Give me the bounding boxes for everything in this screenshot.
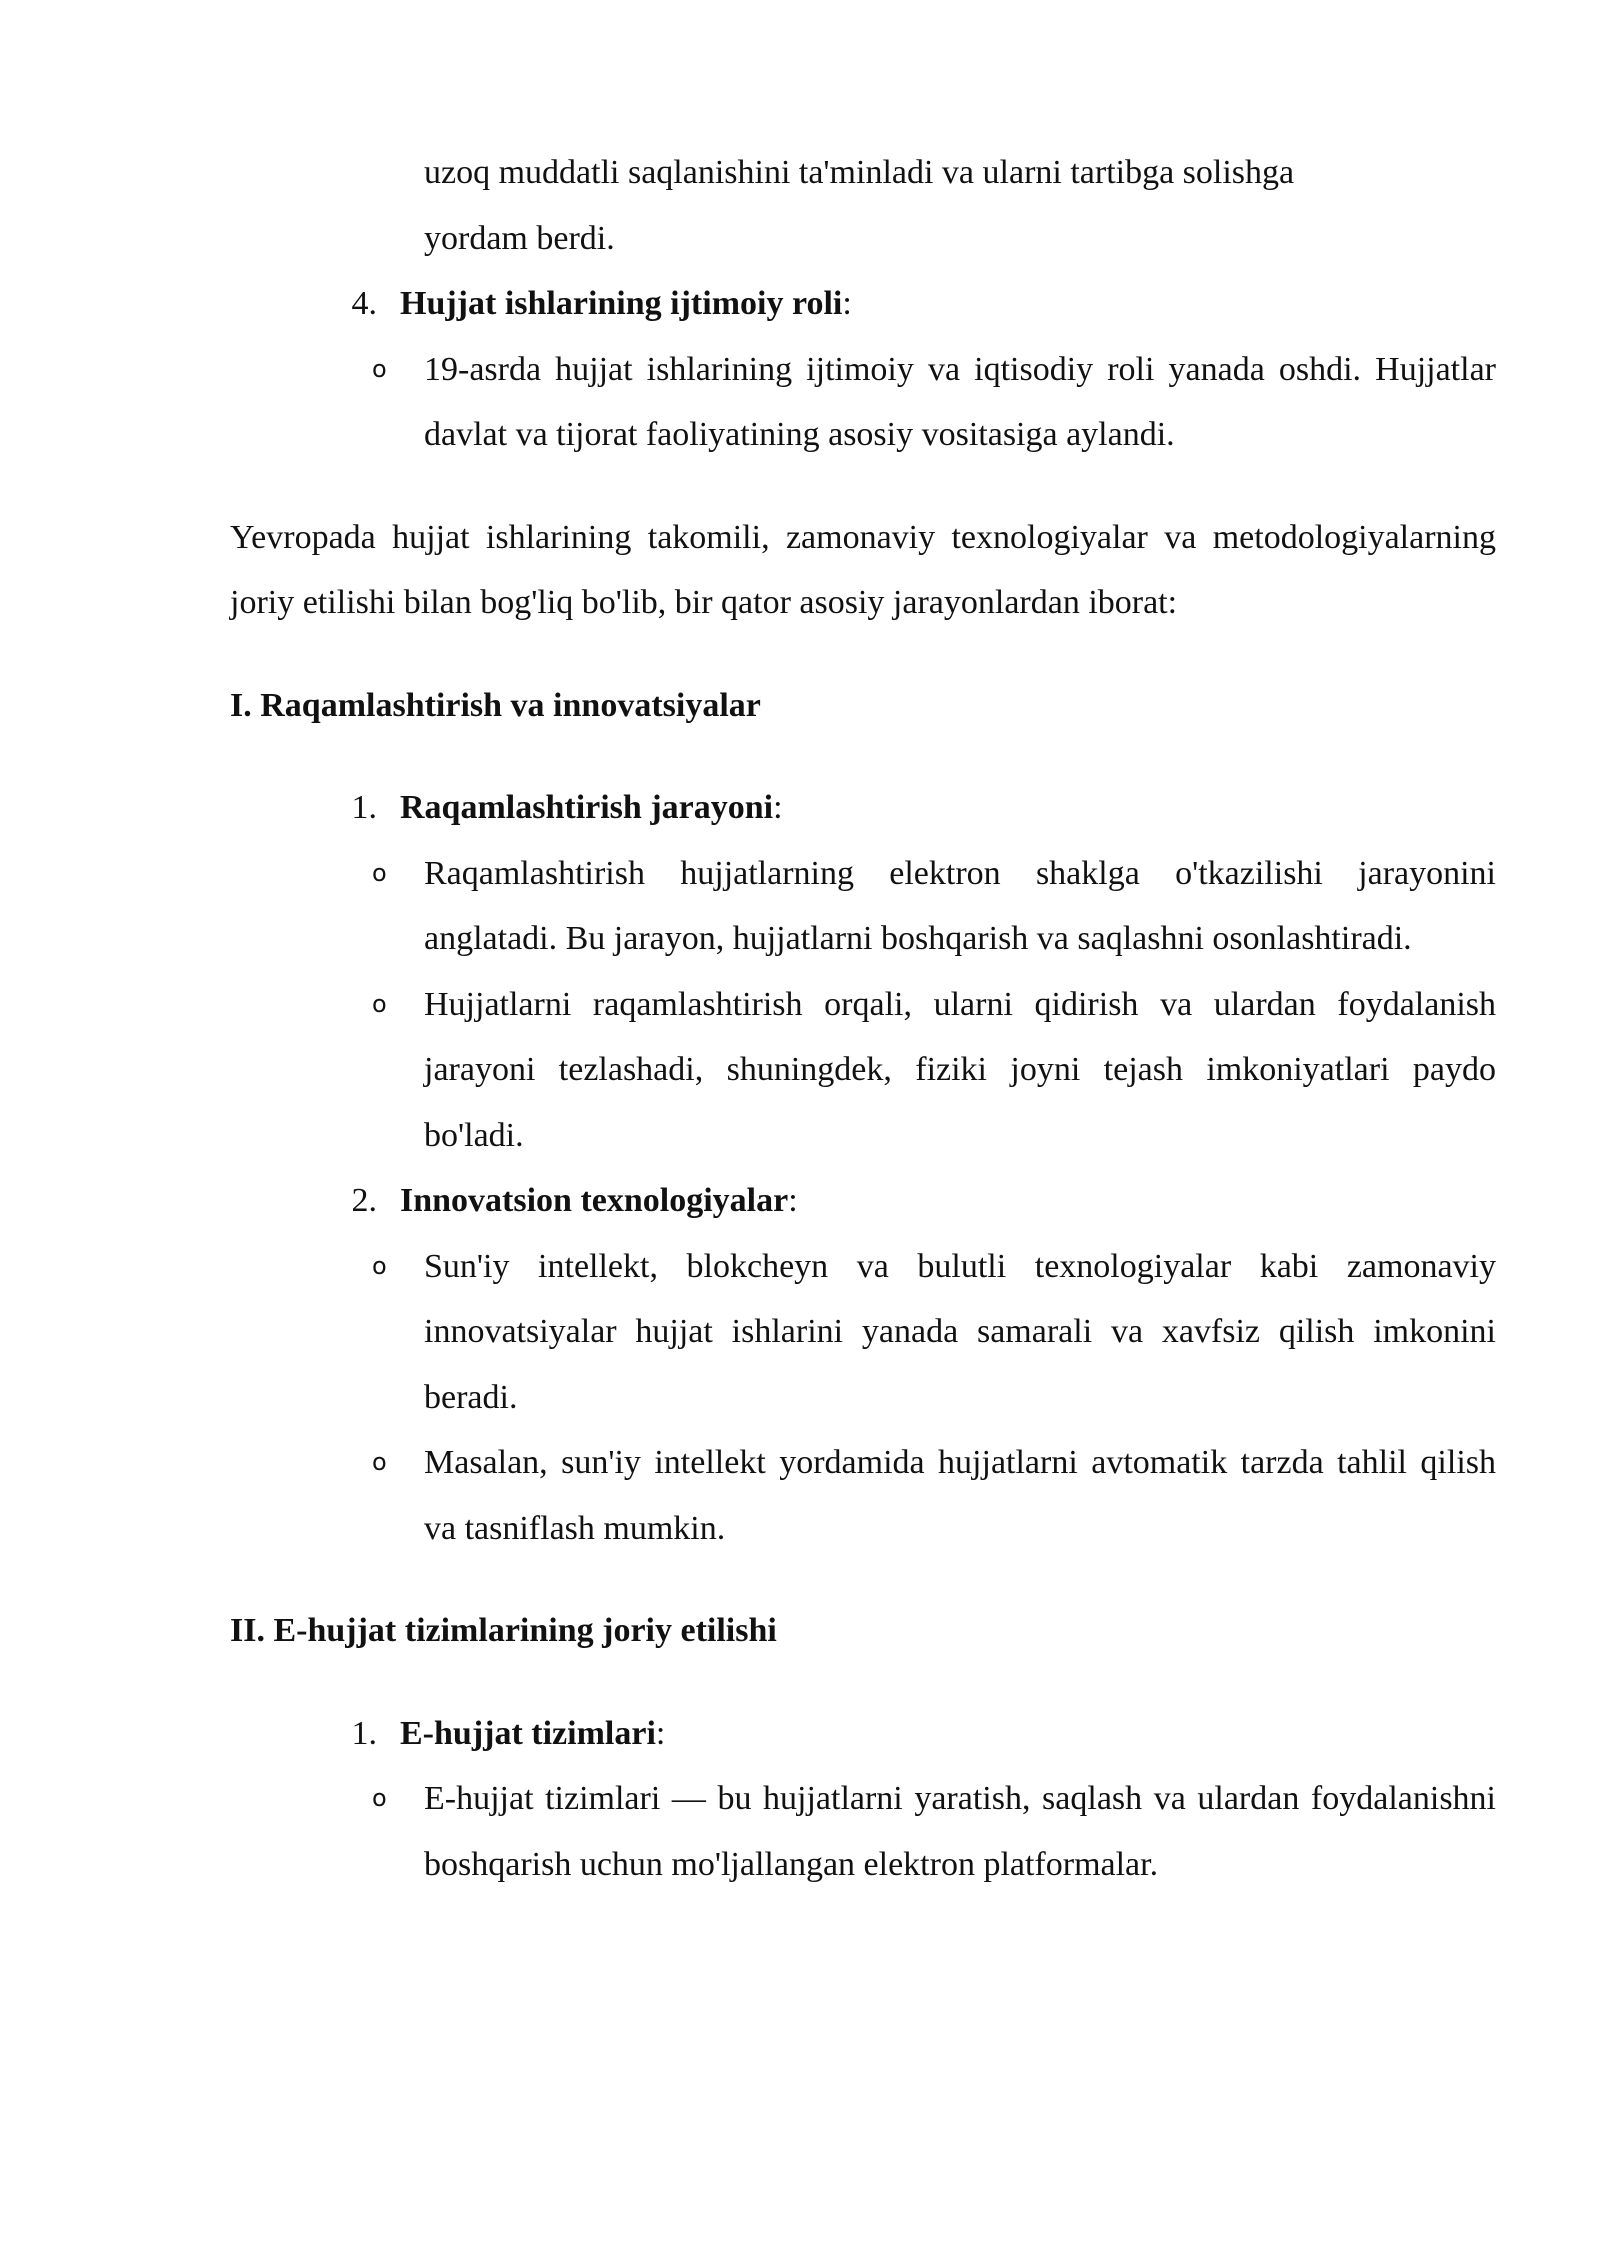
list-item-4 — [327, 271, 1496, 337]
continued-line-1: uzoq muddatli saqlanishini ta'minladi va ularni tartibga solishga — [424, 154, 1295, 191]
circle-bullet-icon: o — [372, 1251, 387, 1280]
document-page — [230, 140, 1496, 1897]
title-colon: : — [788, 1182, 798, 1219]
bullet-item — [372, 1234, 1496, 1431]
list-number: 1. — [351, 789, 377, 826]
section-heading-2: II. E-hujjat tizimlarining joriy etilishi — [230, 1612, 777, 1649]
list-number: 1. — [351, 1714, 377, 1752]
list-item-1 — [327, 1701, 1496, 1767]
bullet-text: 19-asrda hujjat ishlarining ijtimoiy va iqtisodiy roli yanada oshdi. Hujjatlar davlat va tijorat faoliyatining asosiy vositasiga aylandi. — [424, 350, 1496, 453]
continued-bullet-text — [424, 140, 1496, 271]
circle-bullet-icon: o — [372, 989, 387, 1018]
title-colon: : — [842, 285, 852, 322]
list-item-title: Raqamlashtirish jarayoni — [400, 789, 774, 826]
circle-bullet-icon: o — [372, 1448, 387, 1476]
circle-bullet-icon: o — [372, 1784, 387, 1812]
list-number: 2. — [351, 1182, 377, 1219]
bullet-item — [372, 337, 1496, 468]
bullet-item — [372, 1766, 1496, 1897]
bullet-text: Hujjatlarni raqamlashtirish orqali, ularni qidirish va ulardan foydalanish jarayoni tezlashadi, shuningdek, fiziki joyni tejash imkoniyatlari paydo bo'ladi. — [424, 985, 1496, 1154]
bullet-item — [372, 972, 1496, 1169]
list-item-title: Innovatsion texnologiyalar — [400, 1182, 789, 1219]
body-paragraph: Yevropada hujjat ishlarining takomili, zamonaviy texnologiyalar va metodologiyalarning joriy etilishi bilan bog'liq bo'lib, bir qator asosiy jarayonlardan iborat: — [230, 518, 1496, 621]
continued-line-2: yordam berdi. — [424, 219, 615, 257]
circle-bullet-icon: o — [372, 354, 387, 383]
list-item-2 — [327, 1168, 1496, 1234]
title-colon: : — [655, 1714, 666, 1752]
list-item-1 — [327, 775, 1496, 841]
bullet-text: E-hujjat tizimlari — bu hujjatlarni yaratish, saqlash va ulardan foydalanishni boshqarish uchun mo'ljallangan elektron platformalar. — [424, 1780, 1496, 1883]
list-item-title: E-hujjat tizimlari — [400, 1714, 656, 1752]
circle-bullet-icon: o — [372, 858, 387, 887]
bullet-text: Sun'iy intellekt, blokcheyn va bulutli texnologiyalar kabi zamonaviy innovatsiyalar hujjat ishlarini yanada samarali va xavfsiz qilish imkonini beradi. — [424, 1247, 1496, 1416]
list-number: 4. — [351, 285, 377, 322]
bullet-item — [372, 1430, 1496, 1561]
section-heading-1: I. Raqamlashtirish va innovatsiyalar — [230, 686, 761, 724]
list-item-title: Hujjat ishlarining ijtimoiy roli — [400, 285, 843, 322]
title-colon: : — [773, 789, 783, 826]
bullet-text: Raqamlashtirish hujjatlarning elektron shaklga o'tkazilishi jarayonini anglatadi. Bu jarayon, hujjatlarni boshqarish va saqlashni osonlashtiradi. — [424, 854, 1496, 957]
bullet-item — [372, 841, 1496, 972]
bullet-text: Masalan, sun'iy intellekt yordamida hujjatlarni avtomatik tarzda tahlil qilish va tasniflash mumkin. — [424, 1444, 1496, 1547]
